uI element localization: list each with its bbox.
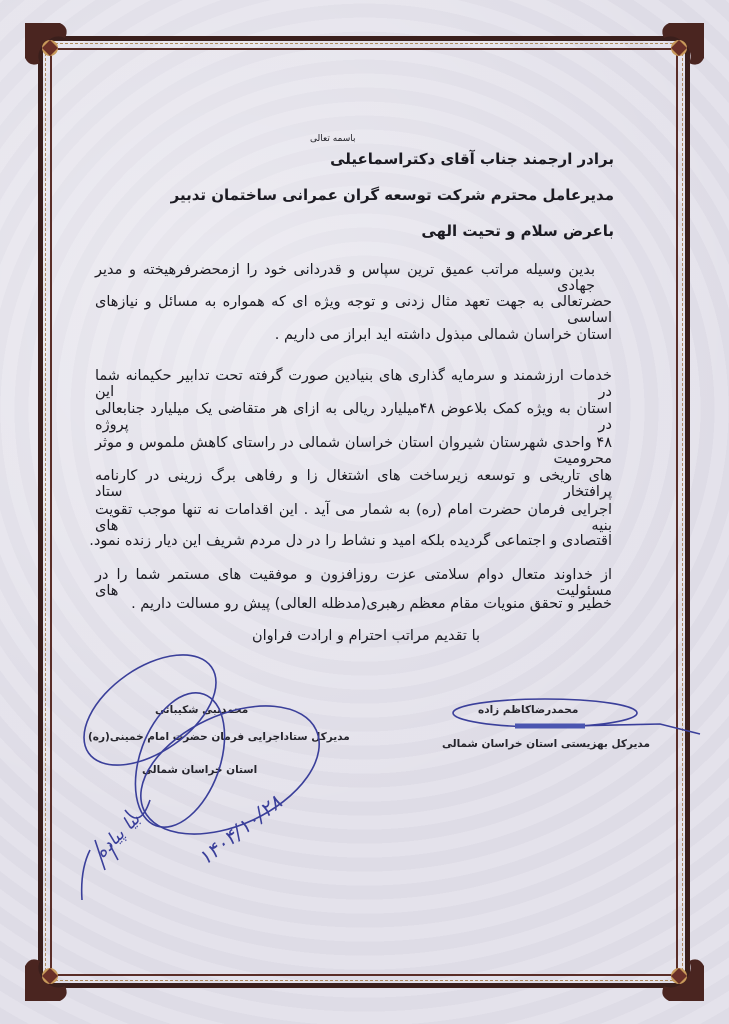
paragraph1-line: استان خراسان شمالی مبذول داشته اید ابراز می داریم .	[274, 327, 612, 343]
paragraph2-line: استان به ویژه کمک بلاعوض ۴۸میلیارد ریالی به ازای هر متقاضی یک میلیارد جنابعالی در پروژه	[95, 401, 613, 433]
paragraph1-line: بدین وسیله مراتب عمیق ترین سپاس و قدردانی خود را ازمحضرفرهیخته و مدیر جهادی	[95, 262, 595, 294]
paragraph1-line: حضرتعالی به جهت تعهد مثال زدنی و توجه ویژه ای که همواره به مسائل و نیازهای اساسی	[95, 294, 612, 326]
paragraph2-line: اقتصادی و اجتماعی گردیده بلکه امید و نشاط را در دل مردم شریف این دیار زنده نمود.	[89, 533, 612, 549]
signatory-left-title: مدیرکل ستاداجرایی فرمان حضرت امام خمینی(ره)	[88, 731, 350, 743]
paragraph2-line: ۴۸ واحدی شهرستان شیروان استان خراسان شمالی در راستای کاهش ملموس و موثر محرومیت	[95, 435, 612, 467]
signatory-left-name: محمدنبی شکیبائی	[155, 704, 249, 716]
signatory-left-title: استان خراسان شمالی	[142, 764, 258, 776]
closing: با تقدیم مراتب احترام و ارادت فراوان	[252, 628, 481, 644]
basmala: باسمه تعالی	[310, 134, 356, 144]
greeting: باعرض سلام و تحیت الهی	[421, 222, 614, 240]
paragraph3-line: از خداوند متعال دوام سلامتی عزت روزافزون و موفقیت های مستمر شما را در مسئولیت های	[95, 567, 612, 599]
paragraph2-line: های تاریخی و توسعه زیرساخت های اشتغال زا و رفاهی برگ زرینی در کارنامه پرافتخار ستاد	[95, 468, 612, 500]
paragraph2-line: اجرایی فرمان حضرت امام (ره) به شمار می آید . این اقدامات نه تنها موجب تقویت بنیه های	[95, 502, 612, 534]
handwritten-note: بیا پیاده	[90, 808, 145, 863]
paragraph3-line: خطیر و تحقق منویات مقام معظم رهبری(مدظله العالی) پیش رو مسالت داریم .	[131, 596, 612, 612]
handwritten-date: ۱۴۰۴/۱۰/۲۸	[193, 789, 287, 871]
recipient-title: مدیرعامل محترم شرکت توسعه گران عمرانی ساختمان تدبیر	[170, 186, 614, 204]
paragraph2-line: خدمات ارزشمند و سرمایه گذاری های بنیادین صورت گرفته تحت تدابیر حکیمانه شما در این	[95, 368, 612, 400]
recipient-line: برادر ارجمند جناب آقای دکتراسماعیلی	[330, 150, 614, 168]
signatory-right-title: مدیرکل بهزیستی استان خراسان شمالی	[442, 738, 651, 750]
signatory-right-name: محمدرضاکاظم زاده	[478, 704, 579, 716]
